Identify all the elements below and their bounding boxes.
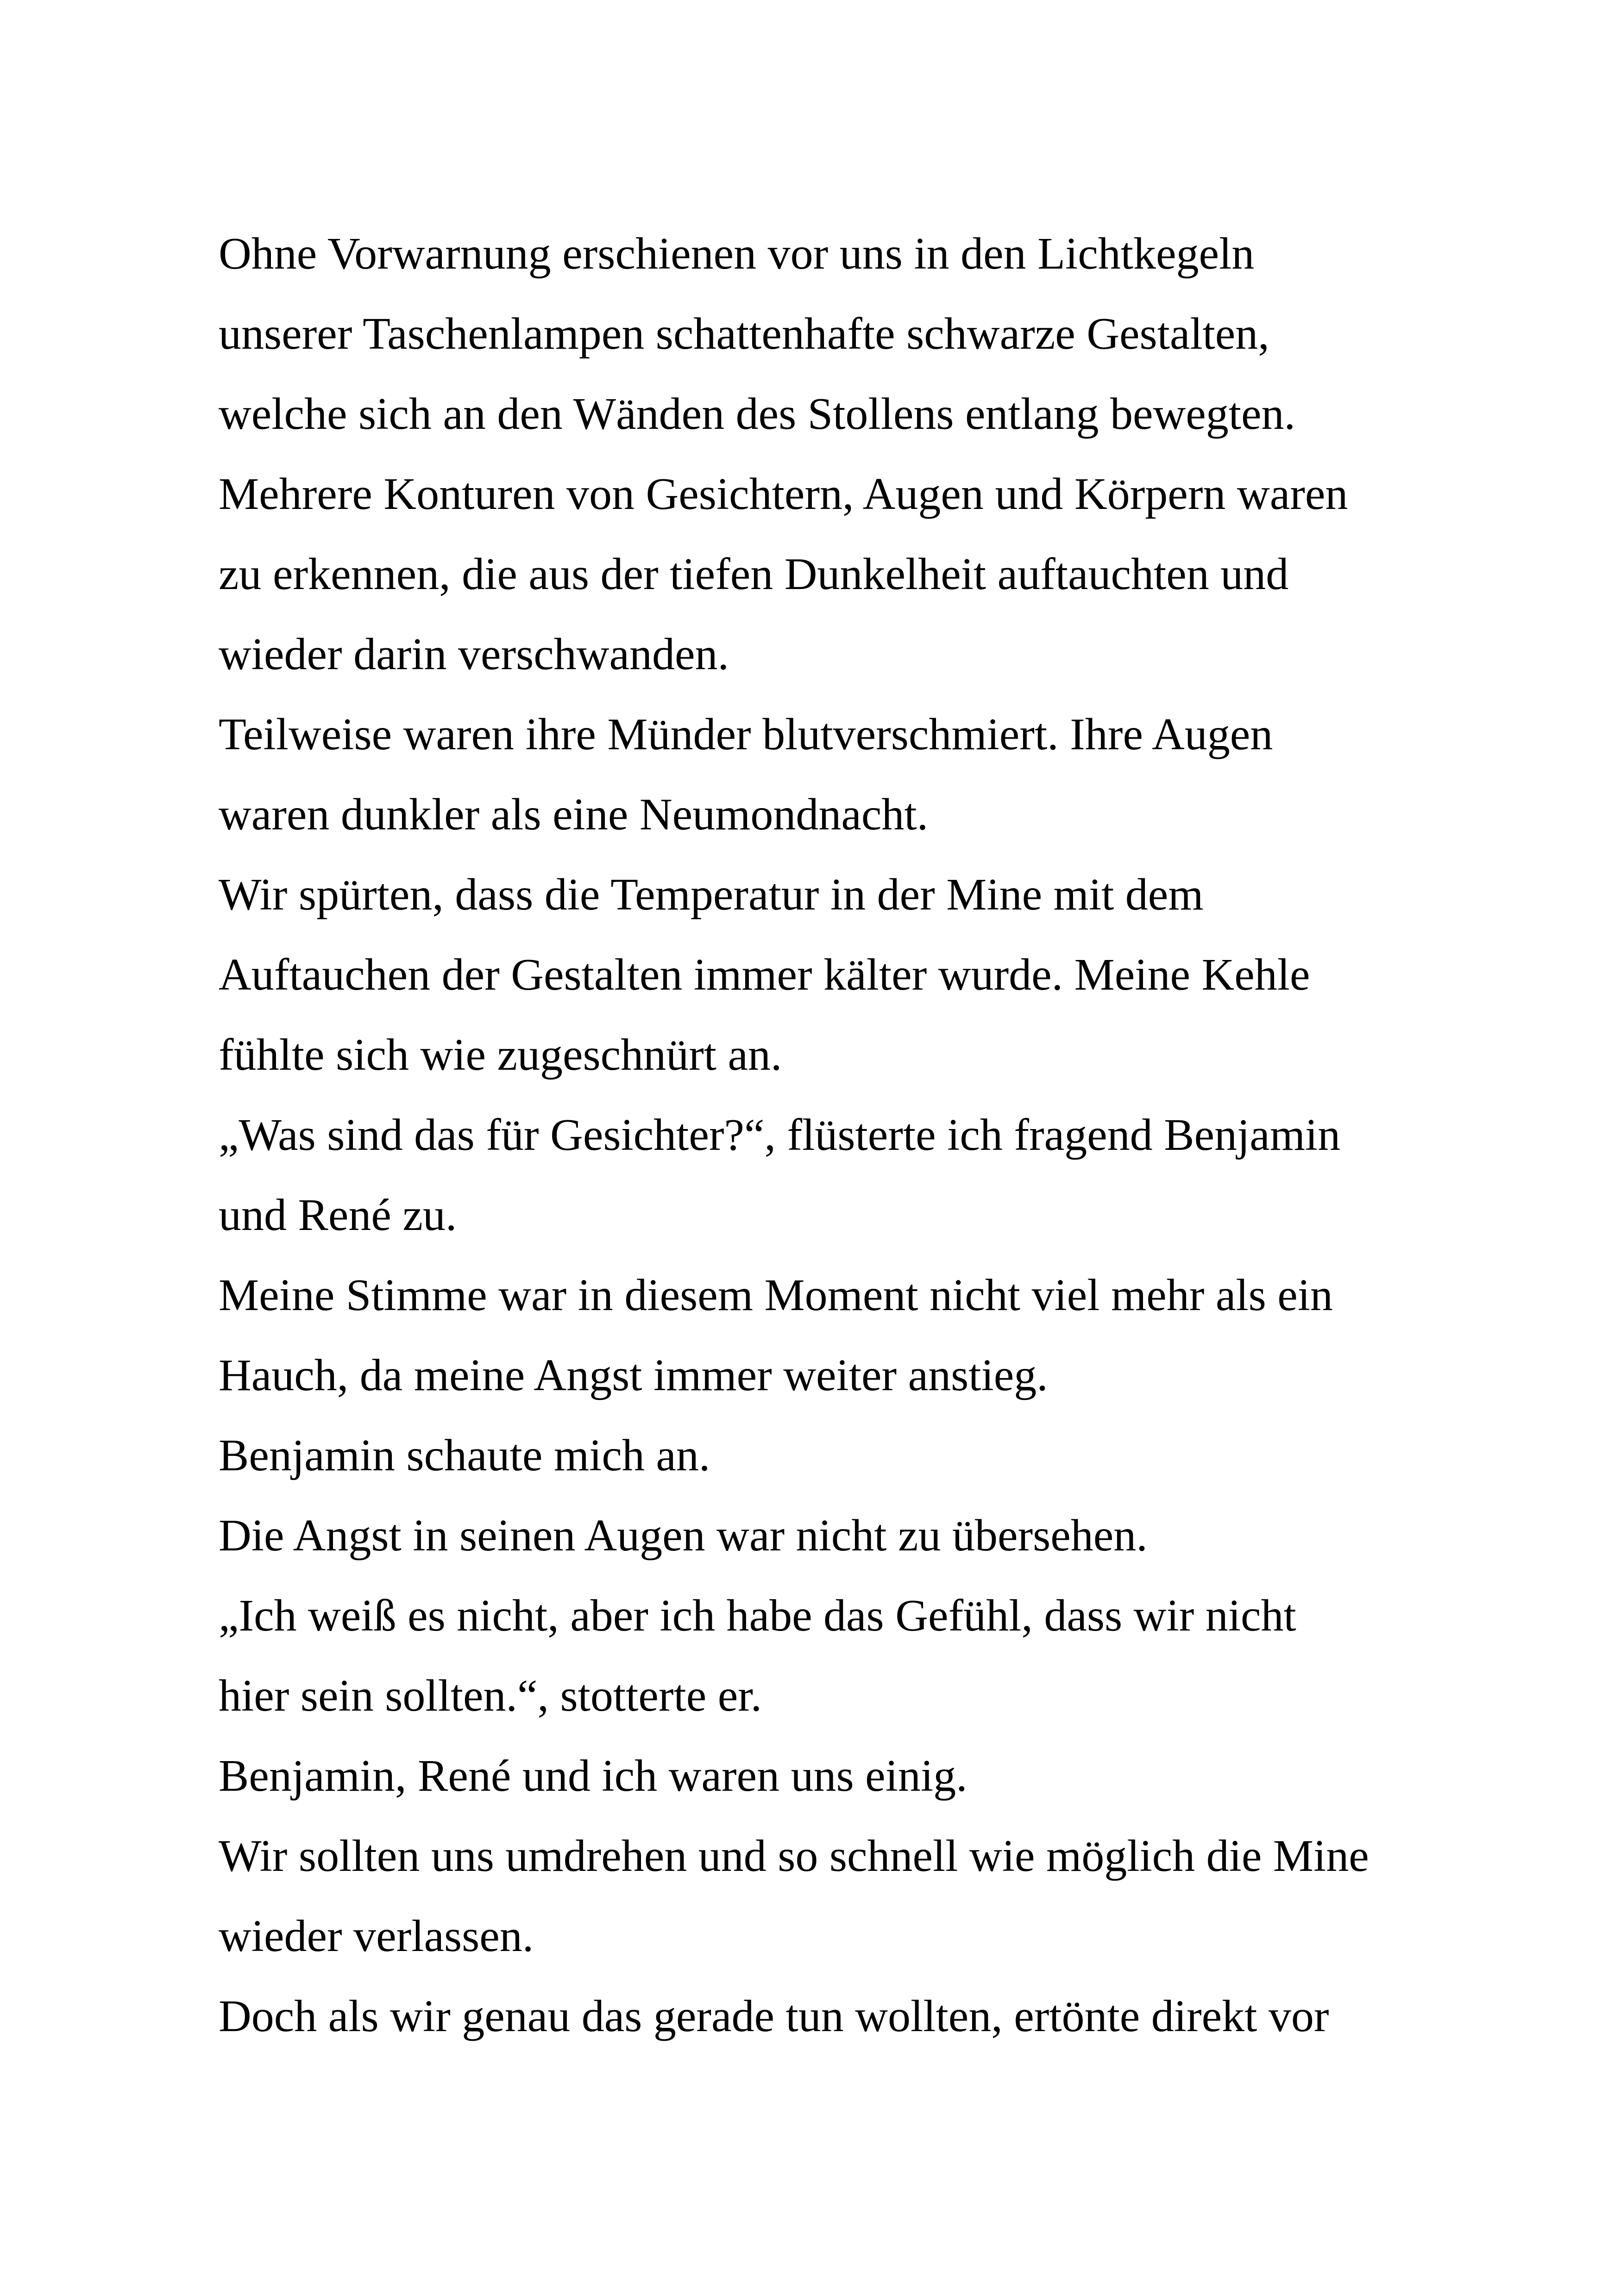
- text-line: Ohne Vorwarnung erschienen vor uns in den Lichtkegeln: [219, 229, 1255, 279]
- text-line: Meine Stimme war in diesem Moment nicht viel mehr als ein: [219, 1270, 1333, 1320]
- text-line: Hauch, da meine Angst immer weiter anstieg.: [219, 1350, 1048, 1400]
- text-line: zu erkennen, die aus der tiefen Dunkelheit auftauchten und: [219, 549, 1289, 599]
- text-line: Benjamin, René und ich waren uns einig.: [219, 1751, 968, 1801]
- text-line: Doch als wir genau das gerade tun wollten, ertönte direkt vor: [219, 1991, 1329, 2041]
- text-line: Mehrere Konturen von Gesichtern, Augen und Körpern waren: [219, 469, 1348, 519]
- text-line: fühlte sich wie zugeschnürt an.: [219, 1030, 782, 1080]
- text-line: wieder darin verschwanden.: [219, 629, 729, 679]
- text-line: wieder verlassen.: [219, 1911, 534, 1961]
- text-line: Die Angst in seinen Augen war nicht zu übersehen.: [219, 1511, 1148, 1561]
- text-line: Teilweise waren ihre Münder blutverschmiert. Ihre Augen: [219, 709, 1273, 759]
- text-line: „Was sind das für Gesichter?“, flüsterte ich fragend Benjamin: [219, 1110, 1341, 1160]
- text-line: Benjamin schaute mich an.: [219, 1430, 710, 1480]
- text-line: hier sein sollten.“, stotterte er.: [219, 1671, 762, 1721]
- text-line: unserer Taschenlampen schattenhafte schwarze Gestalten,: [219, 309, 1269, 359]
- text-line: Auftauchen der Gestalten immer kälter wurde. Meine Kehle: [219, 950, 1310, 1000]
- text-line: waren dunkler als eine Neumondnacht.: [219, 790, 929, 840]
- text-line: Wir sollten uns umdrehen und so schnell wie möglich die Mine: [219, 1831, 1369, 1881]
- body-text: [219, 214, 1562, 2057]
- text-line: Wir spürten, dass die Temperatur in der Mine mit dem: [219, 870, 1204, 920]
- text-line: welche sich an den Wänden des Stollens entlang bewegten.: [219, 389, 1295, 439]
- text-line: und René zu.: [219, 1190, 457, 1240]
- text-line: „Ich weiß es nicht, aber ich habe das Gefühl, dass wir nicht: [219, 1591, 1296, 1641]
